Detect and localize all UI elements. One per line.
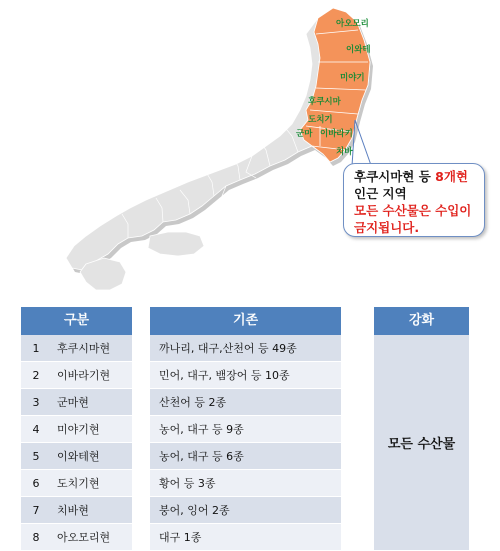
- row-existing: 대구 1종: [159, 531, 202, 544]
- callout-line-3: 모든 수산물은 수입이: [354, 203, 472, 218]
- table-row: [150, 416, 341, 443]
- row-number: 7: [32, 503, 40, 517]
- table-row: [21, 524, 132, 551]
- table-row: [21, 389, 132, 416]
- existing-column: [150, 335, 341, 551]
- table-row: [21, 416, 132, 443]
- pref-label-iwate: 이와테: [346, 45, 371, 55]
- pref-label-gunma: 군마: [296, 129, 313, 139]
- row-number: 8: [32, 530, 40, 544]
- row-existing: 까나리, 대구,산천어 등 49종: [159, 342, 297, 355]
- table-row: [150, 335, 341, 362]
- table-row: [150, 524, 341, 551]
- strengthened-value: 모든 수산물: [387, 437, 456, 452]
- row-prefecture: 군마현: [57, 396, 89, 409]
- row-prefecture: 도치기현: [57, 477, 100, 490]
- row-prefecture: 미야기현: [57, 423, 100, 436]
- row-existing: 농어, 대구 등 6종: [159, 450, 244, 463]
- row-number: 1: [32, 341, 40, 355]
- pref-label-miyagi: 미야기: [340, 73, 365, 83]
- callout-line-4: 금지됩니다.: [354, 220, 420, 235]
- callout-line-1a: 후쿠시마현 등: [354, 169, 436, 184]
- shikoku-land: [148, 232, 204, 256]
- callout-line-1: [354, 168, 484, 185]
- row-number: 2: [32, 368, 40, 382]
- callout-line-1b: 8개현: [435, 169, 469, 184]
- row-number: 4: [32, 422, 40, 436]
- header-existing: 기존: [150, 307, 341, 335]
- row-number: 3: [32, 395, 40, 409]
- table-row: [150, 389, 341, 416]
- table-row: [150, 362, 341, 389]
- table-row: [21, 335, 132, 362]
- callout-line-2: 인근 지역: [354, 186, 407, 201]
- callout-box: [343, 163, 485, 237]
- row-existing: 민어, 대구, 뱀장어 등 10종: [159, 369, 290, 382]
- row-number: 6: [32, 476, 40, 490]
- table-row: [150, 497, 341, 524]
- table-row: [150, 443, 341, 470]
- category-column: [21, 335, 132, 551]
- strengthened-cell: [374, 335, 469, 550]
- row-prefecture: 아오모리현: [57, 531, 111, 544]
- pref-label-aomori: 아오모리: [336, 19, 369, 29]
- pref-label-ibaraki: 이바라키: [320, 129, 353, 139]
- table-row: [21, 362, 132, 389]
- row-existing: 황어 등 3종: [159, 477, 216, 490]
- row-existing: 농어, 대구 등 9종: [159, 423, 244, 436]
- row-existing: 붕어, 잉어 2종: [159, 504, 230, 517]
- pref-label-fukushima: 후쿠시마: [308, 97, 341, 107]
- header-category: 구분: [21, 307, 132, 335]
- pref-label-tochigi: 도치기: [308, 115, 333, 125]
- callout-pointer: [352, 120, 372, 168]
- row-prefecture: 치바현: [57, 504, 89, 517]
- row-prefecture: 이와테현: [57, 450, 100, 463]
- row-number: 5: [32, 449, 40, 463]
- table-row: [21, 470, 132, 497]
- row-prefecture: 이바라기현: [57, 369, 111, 382]
- pref-label-chiba: 치바: [336, 147, 353, 157]
- row-prefecture: 후쿠시마현: [57, 342, 111, 355]
- table-row: [21, 443, 132, 470]
- table-row: [150, 470, 341, 497]
- row-existing: 산천어 등 2종: [159, 396, 227, 409]
- table-row: [21, 497, 132, 524]
- header-strengthened: 강화: [374, 307, 469, 335]
